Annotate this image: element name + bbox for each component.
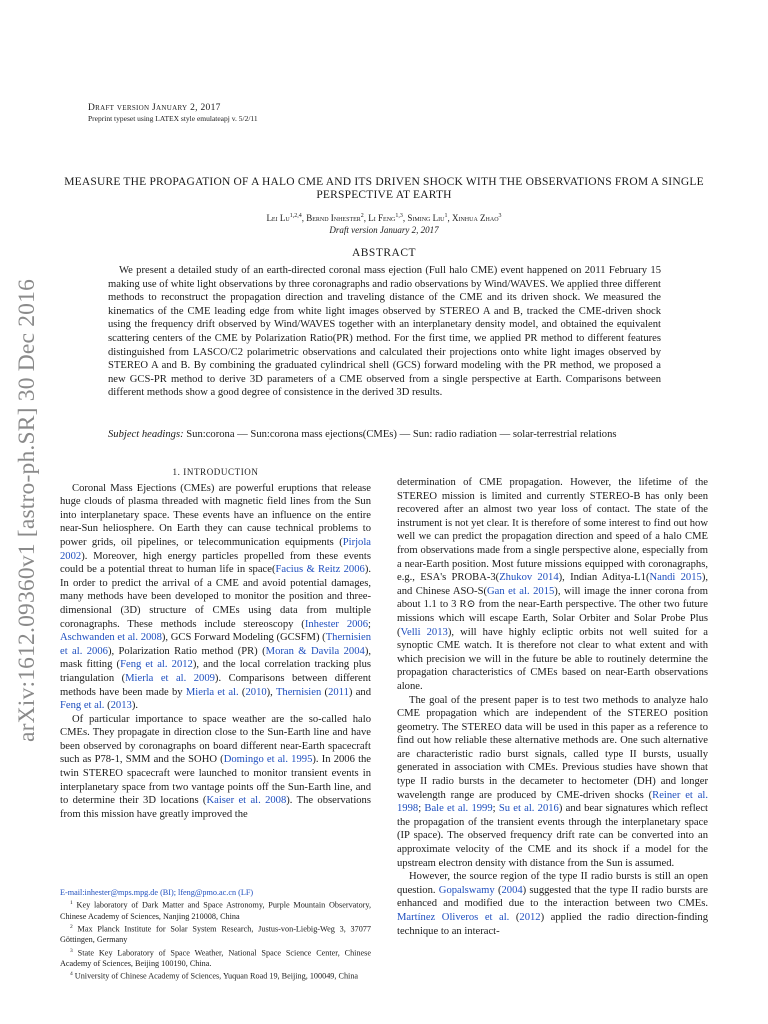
author-list: Lei Lu$^{1,2,4}$, Bernd Inhester$^2$, Li Feng$^{1,3}$, Siming Liu$^1$, Xinhua Zhao$^3$: [266, 213, 502, 223]
abstract-heading: ABSTRACT: [351, 247, 417, 259]
email-footnote[interactable]: E-mail:inhester@mps.mpg.de (BI); lfeng@pmo.ac.cn (LF): [60, 888, 254, 897]
footnotes: [60, 888, 371, 982]
citation-link[interactable]: 2011: [328, 686, 349, 698]
paragraph: determination of CME propagation. However, the lifetime of the STEREO mission is limited and currently STEREO-B has only been recovered after an almost two year loss of contact. The state of the instrument is not yet clear. It is therefore of some interest to find out how well we can predict the propagation direction and speed of a halo CME from observations made from a single perspective alone, especially from a near-Earth position. Most future missions equipped with coronagraphs, e.g., ESA's PROBA-3(Zhukov 2014), Indian Aditya-L1(Nandi 2015), and Chinese ASO-S(Gan et al. 2015), will image the inner corona from about 1.1 to 3 R⊙ from the near-Earth perspective. The other two future missions which will escape Earth, Solar Orbiter and Solar Probe Plus (Velli 2013), will have highly ecliptic orbits not well suited for a synoptic CME watch. It is therefore not clear to what extent and with which precision we will in the future be able to routinely determine the propagation characteristics of CMEs based on near-Earth observations alone.: [397, 477, 709, 692]
citation-link[interactable]: Feng et al. 2012: [120, 659, 193, 671]
subject-headings: [108, 428, 754, 441]
author: Lei Lu$^{1,2,4}$: [266, 213, 302, 223]
paper-title: MEASURE THE PROPAGATION OF A HALO CME AND ITS DRIVEN SHOCK WITH THE OBSERVATIONS FROM A SINGLE PERSPECTIVE AT EARTH: [64, 176, 704, 201]
citation-link[interactable]: Aschwanden et al. 2008: [60, 632, 162, 644]
paragraph: However, the source region of the type II radio bursts is still an open question. Gopalswamy (2004) suggested that the type II radio bursts are enhanced and modified due to the interaction between two CMEs. Martínez Oliveros et al. (2012) applied the radio direction-finding technique to an interact-: [397, 871, 708, 937]
paragraph: Of particular importance to space weather are the so-called halo CMEs. They propagate in direction close to the Sun-Earth line and have been observed by coronagraphs on board different near-Earth spacecraft such as P78-1, SMM and the SOHO (Domingo et al. 1995). In 2006 the twin STEREO spacecraft were launched to monitor transient events in interplanetary space from two vantage points off the Sun-Earth line, and to determine their 3D locations (Kaiser et al. 2008). The observations from this mission have greatly improved the: [60, 713, 372, 820]
author: Siming Liu$^1$: [407, 213, 448, 223]
citation-link[interactable]: Velli 2013: [400, 626, 448, 638]
subject-headings-label: Subject headings:: [108, 429, 184, 440]
citation-link[interactable]: Mierla et al.: [185, 686, 239, 698]
citation-link[interactable]: Domingo et al. 1995: [223, 754, 313, 766]
right-column: [397, 476, 708, 938]
footnote: $^4$ University of Chinese Academy of Sciences, Yuquan Road 19, Beijing, 100049, China: [70, 971, 359, 981]
citation-link[interactable]: Su et al. 2016: [498, 803, 559, 815]
paragraph: Coronal Mass Ejections (CMEs) are powerful eruptions that release huge clouds of plasma threaded with magnetic field lines from the Sun into interplanetary space. These events have an influence on the entire near-Sun heliosphere. On Earth they can cause technical problems to power grids, oil pipelines, or telecommunication equipments (Pirjola 2002). Moreover, high energy particles propelled from these events could be a potential threat to human life in space(Facius & Reitz 2006). In order to predict the arrival of a CME and avoid potential damages, many methods have been developed to monitor the position and three-dimensional (3D) structure of CMEs using data from multiple coronagraphs. These methods include stereoscopy (Inhester 2006; Aschwanden et al. 2008), GCS Forward Modeling (GCSFM) (Thernisien et al. 2006), Polarization Ratio method (PR) (Moran & Davila 2004), mask fitting (Feng et al. 2012), and the local correlation tracking plus triangulation (Mierla et al. 2009). Comparisons between different methods have been made by Mierla et al. (2010), Thernisien (2011) and Feng et al. (2013).: [60, 482, 371, 712]
preprint-header: [88, 103, 258, 124]
preprint-typeset-note: Preprint typeset using LATEX style emulateapj v. 5/2/11: [88, 114, 258, 123]
paragraph: The goal of the present paper is to test two methods to analyze halo CME propagation which are independent of the STEREO position geometry. The STEREO data will be used in this paper as a reference to find out how reliable these alternative methods are. One such alternative are characteristic radio burst signals, called type II bursts, usually generated in association with CMEs. Previous studies have shown that type II radio bursts in the decameter to hectometer (DH) and longer wavelength range are produced by CME-driven shocks (Reiner et al. 1998; Bale et al. 1999; Su et al. 2016) and bear signatures which reflect the propagation of the transient events through the interplanetary space (IP space). The observed frequency drift rate can be converted into an approximate velocity of the CME and its shock if a model for the upstream electron density with distance from the Sun is assumed.: [397, 694, 708, 869]
citation-link[interactable]: Zhukov 2014: [499, 572, 559, 584]
citation-link[interactable]: Feng et al.: [60, 700, 105, 712]
citation-link[interactable]: Inhester 2006: [304, 618, 369, 630]
citation-link[interactable]: 2013: [110, 700, 132, 712]
subject-headings-text: Sun:corona — Sun:corona mass ejections(CMEs) — Sun: radio radiation — solar-terrestrial relations: [186, 429, 617, 440]
citation-link[interactable]: Gan et al. 2015: [487, 585, 555, 597]
citation-link[interactable]: Kaiser et al. 2008: [206, 795, 287, 807]
citation-link[interactable]: Mierla et al. 2009: [125, 672, 215, 684]
left-column: [60, 466, 371, 821]
section-heading-introduction: 1. INTRODUCTION: [172, 467, 259, 477]
arxiv-identifier: arXiv:1612.09360v1 [astro-ph.SR] 30 Dec 2016: [14, 278, 41, 742]
citation-link[interactable]: Thernisien et al. 2006: [60, 632, 371, 657]
citation-link[interactable]: Pirjola 2002: [60, 536, 371, 562]
author: Xinhua Zhao$^3$: [451, 213, 502, 223]
citation-link[interactable]: 2004: [501, 884, 523, 896]
footnote: $^1$ Key laboratory of Dark Matter and Space Astronomy, Purple Mountain Observatory, Chinese Academy of Sciences, Nanjing 210008, China: [60, 900, 372, 921]
citation-link[interactable]: Martínez Oliveros et al.: [397, 912, 510, 923]
citation-link[interactable]: 2012: [519, 912, 541, 923]
author: Bernd Inhester$^2$: [306, 213, 364, 223]
footnote: $^2$ Max Planck Institute for Solar System Research, Justus-von-Liebig-Weg 3, 37077 Göttingen, Germany: [60, 923, 371, 945]
citation-link[interactable]: Moran & Davila 2004: [265, 645, 365, 657]
citation-link[interactable]: Reiner et al. 1998: [397, 789, 708, 815]
citation-link[interactable]: Bale et al. 1999: [424, 803, 493, 815]
draft-version-line: Draft version January 2, 2017: [329, 225, 439, 235]
draft-version-header: Draft version January 2, 2017: [88, 103, 221, 113]
citation-link[interactable]: Gopalswamy: [438, 884, 495, 896]
author: Li Feng$^{1,3}$: [368, 213, 403, 223]
abstract-text: We present a detailed study of an earth-directed coronal mass ejection (Full halo CME) event happened on 2011 February 15 making use of white light observations by three coronagraphs and radio observations by Wind/WAVES. We applied three different methods to reconstruct the propagation direction and traveling distance of the CME and its driven shock. We measured the kinematics of the CME leading edge from white light images observed by STEREO A and B, tracked the CME-driven shock using the frequency drift observed by Wind/WAVES together with an interplanetary density model, and obtained the equivalent scattering centers of the CME by Polarization Ratio(PR) method. For the first time, we applied PR method to different features distinguished from LASCO/C2 polarimetric observations and calculated their projections onto white light images observed by STEREO A and B. By combining the graduated cylindrical shell (GCS) forward modeling with the PR method, we proposed a new GCS-PR method to derive 3D parameters of a CME observed from a single perspective at Earth. Comparisons between different methods show a good degree of consistence in the derived 3D results.: [108, 265, 661, 399]
footnote: $^3$ State Key Laboratory of Space Weather, National Space Science Center, Chinese Academy of Sciences, Beijing 100190, China.: [60, 947, 372, 968]
citation-link[interactable]: Thernisien: [275, 686, 322, 698]
arxiv-sidebar-stamp: [8, 240, 48, 780]
citation-link[interactable]: Nandi 2015: [649, 572, 702, 584]
citation-link[interactable]: Facius & Reitz 2006: [275, 564, 365, 576]
citation-link[interactable]: 2010: [245, 686, 267, 698]
